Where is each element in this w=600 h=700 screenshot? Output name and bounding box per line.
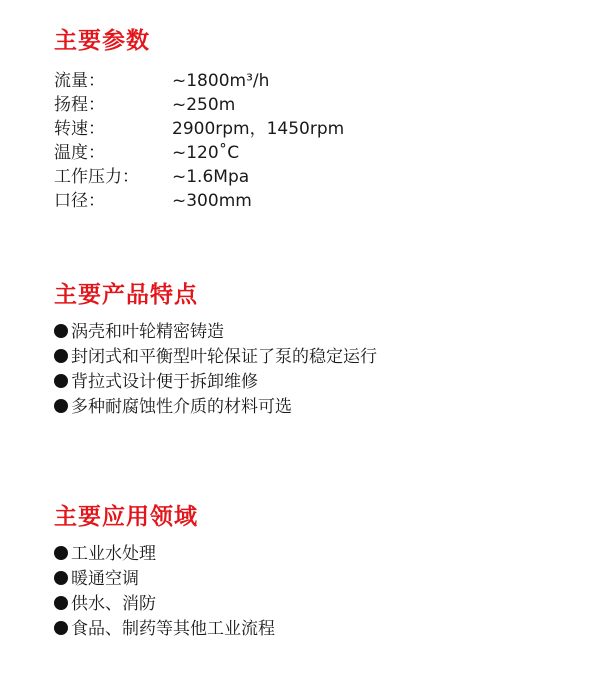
list-item — [54, 617, 275, 642]
param-value: ~1.6Mpa — [172, 167, 250, 187]
param-row-flow — [54, 69, 344, 93]
list-item — [54, 567, 275, 592]
features-heading: 主要产品特点 — [54, 282, 198, 308]
features-list — [54, 320, 377, 420]
param-row-temperature — [54, 141, 344, 165]
list-item — [54, 320, 377, 345]
bullet-dot-icon — [54, 596, 68, 610]
params-heading: 主要参数 — [54, 28, 150, 54]
list-item-text: 食品、制药等其他工业流程 — [71, 619, 275, 639]
bullet-dot-icon — [54, 546, 68, 560]
list-item — [54, 592, 275, 617]
param-row-head — [54, 93, 344, 117]
list-item-text: 多种耐腐蚀性介质的材料可选 — [71, 397, 292, 417]
bullet-dot-icon — [54, 324, 68, 338]
bullet-dot-icon — [54, 349, 68, 363]
bullet-dot-icon — [54, 621, 68, 635]
applications-heading: 主要应用领域 — [54, 504, 198, 530]
list-item-text: 暖通空调 — [71, 569, 139, 589]
param-label: 口径： — [54, 191, 105, 211]
param-row-pressure — [54, 165, 344, 189]
param-label: 转速： — [54, 119, 105, 139]
params-table — [54, 69, 344, 213]
param-value: ~300mm — [172, 191, 252, 211]
param-row-speed — [54, 117, 344, 141]
param-value: 2900rpm，1450rpm — [172, 119, 345, 139]
param-value: ~120˚C — [172, 143, 240, 163]
list-item — [54, 542, 275, 567]
list-item-text: 封闭式和平衡型叶轮保证了泵的稳定运行 — [71, 347, 377, 367]
param-label: 温度： — [54, 143, 105, 163]
list-item — [54, 395, 377, 420]
bullet-dot-icon — [54, 374, 68, 388]
param-label: 工作压力： — [54, 167, 139, 187]
applications-list — [54, 542, 275, 642]
list-item-text: 工业水处理 — [71, 544, 156, 564]
bullet-dot-icon — [54, 571, 68, 585]
param-label: 扬程： — [54, 95, 105, 115]
list-item-text: 背拉式设计便于拆卸维修 — [71, 372, 258, 392]
list-item — [54, 370, 377, 395]
param-value: ~250m — [172, 95, 236, 115]
param-row-diameter — [54, 189, 344, 213]
param-value: ~1800m³/h — [172, 71, 270, 91]
list-item-text: 涡壳和叶轮精密铸造 — [71, 322, 224, 342]
param-label: 流量： — [54, 71, 105, 91]
bullet-dot-icon — [54, 399, 68, 413]
list-item — [54, 345, 377, 370]
list-item-text: 供水、消防 — [71, 594, 156, 614]
